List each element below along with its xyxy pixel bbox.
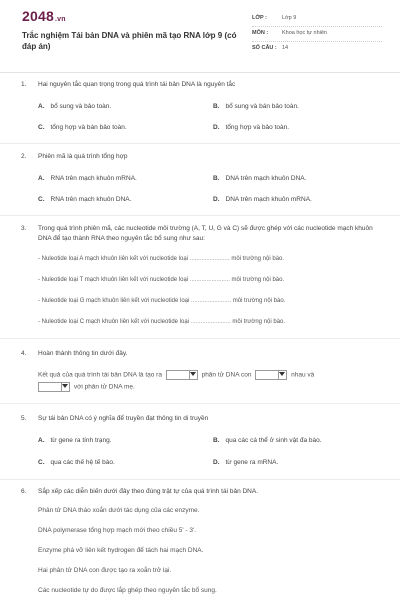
logo-text: 2048 bbox=[22, 8, 54, 24]
option-letter: A. bbox=[38, 103, 45, 110]
meta-value: Khoa học tự nhiên bbox=[282, 30, 327, 36]
option-text: bổ sung và bảo toàn. bbox=[50, 103, 112, 110]
question-number: 6. bbox=[21, 488, 27, 495]
option-text: tổng hợp và bán bảo toàn. bbox=[50, 124, 127, 131]
question-stem: Hai nguyên tắc quan trọng trong quá trình tái bản DNA là nguyên tắc bbox=[38, 81, 236, 88]
option-d[interactable] bbox=[213, 196, 312, 203]
dropdown-select[interactable] bbox=[166, 370, 198, 380]
fill-sentence bbox=[38, 382, 135, 392]
logo-suffix: .vn bbox=[54, 16, 66, 23]
divider bbox=[0, 215, 400, 216]
line-end: môi trường nội bào. bbox=[232, 298, 286, 304]
question-number: 1. bbox=[21, 81, 27, 88]
blank-dots[interactable]: ........................ bbox=[190, 319, 231, 325]
fill-text: phân tử DNA con bbox=[201, 371, 252, 379]
option-text: từ gene ra tính trạng. bbox=[50, 437, 112, 444]
sortable-item[interactable]: DNA polymerase tổng hợp mạch mới theo chiều 5' - 3'. bbox=[38, 527, 197, 534]
fill-text: với phân tử DNA mẹ. bbox=[73, 383, 135, 391]
meta-info bbox=[252, 12, 382, 56]
chevron-down-icon bbox=[279, 372, 285, 376]
option-a[interactable] bbox=[38, 175, 137, 182]
option-letter: B. bbox=[213, 175, 220, 182]
meta-value: Lớp 9 bbox=[282, 15, 297, 21]
fill-text: Kết quả của quá trình tái bản DNA là tạo ra bbox=[38, 371, 162, 379]
meta-key: MÔN : bbox=[252, 30, 269, 36]
option-d[interactable] bbox=[213, 459, 278, 466]
blank-dots[interactable]: ........................ bbox=[189, 277, 230, 283]
fill-line bbox=[38, 298, 285, 304]
dropdown-select[interactable] bbox=[38, 382, 70, 392]
option-c[interactable] bbox=[38, 124, 127, 131]
fill-text: nhau và bbox=[291, 371, 315, 379]
site-logo[interactable] bbox=[22, 8, 66, 24]
header bbox=[0, 0, 400, 73]
option-letter: C. bbox=[38, 124, 45, 131]
line-text: - Nuleotide loại A mạch khuôn liên kết với nucleotide loại bbox=[38, 256, 189, 262]
option-text: bổ sung và bán bảo toàn. bbox=[225, 103, 299, 110]
fill-line bbox=[38, 319, 285, 325]
meta-key: SỐ CÂU : bbox=[252, 45, 277, 51]
option-text: DNA trên mạch khuôn DNA. bbox=[225, 175, 307, 182]
chevron-down-icon bbox=[62, 384, 68, 388]
option-text: tổng hợp và bảo toàn. bbox=[225, 124, 290, 131]
question-number: 3. bbox=[21, 225, 27, 232]
divider bbox=[0, 479, 400, 480]
chevron-down-icon bbox=[190, 372, 196, 376]
line-text: - Nuleotide loại T mạch khuôn liên kết với nucleotide loại bbox=[38, 277, 189, 283]
option-d[interactable] bbox=[213, 124, 289, 131]
question-stem: Trong quá trình phiên mã, các nucleotide môi trường (A, T, U, G và C) sẽ được ghép với các nucleotide mạch khuôn DNA để tạo thành RNA theo nguyên tắc bổ sung như sau: bbox=[38, 225, 373, 242]
sortable-item[interactable]: Phân tử DNA tháo xoắn dưới tác dụng của các enzyme. bbox=[38, 507, 200, 514]
option-text: RNA trên mạch khuôn mRNA. bbox=[50, 175, 137, 182]
option-letter: A. bbox=[38, 437, 45, 444]
question-stem: Hoàn thành thông tin dưới đây. bbox=[38, 350, 128, 357]
option-a[interactable] bbox=[38, 437, 112, 444]
option-letter: B. bbox=[213, 437, 220, 444]
question-number: 2. bbox=[21, 153, 27, 160]
line-text: - Nuleotide loại G mạch khuôn liên kết với nucleotide loại bbox=[38, 298, 190, 304]
option-text: từ gene ra mRNA. bbox=[225, 459, 279, 466]
question-stem: Sắp xếp các diễn biến dưới đây theo đúng trật tự của quá trình tái bản DNA. bbox=[38, 488, 259, 495]
question-stem: Sự tái bản DNA có ý nghĩa để truyền đạt thông tin di truyền bbox=[38, 415, 209, 422]
sortable-item[interactable]: Các nucleotide tự do được lắp ghép theo nguyên tắc bổ sung. bbox=[38, 587, 217, 594]
line-end: môi trường nội bào. bbox=[231, 256, 285, 262]
option-text: DNA trên mạch khuôn mRNA. bbox=[225, 196, 312, 203]
dropdown-select[interactable] bbox=[255, 370, 287, 380]
fill-line bbox=[38, 256, 284, 262]
fill-line bbox=[38, 277, 284, 283]
question-number: 5. bbox=[21, 415, 27, 422]
option-letter: C. bbox=[38, 196, 45, 203]
blank-dots[interactable]: ........................ bbox=[189, 256, 230, 262]
line-end: môi trường nội bào. bbox=[231, 277, 285, 283]
meta-key: LỚP : bbox=[252, 15, 267, 21]
sortable-item[interactable]: Enzyme phá vỡ liên kết hydrogen để tách hai mạch DNA. bbox=[38, 547, 204, 554]
fill-sentence bbox=[38, 370, 314, 380]
option-letter: D. bbox=[213, 124, 220, 131]
option-b[interactable] bbox=[213, 103, 299, 110]
line-end: môi trường nội bào. bbox=[232, 319, 286, 325]
meta-row-subject bbox=[252, 27, 382, 42]
option-letter: B. bbox=[213, 103, 220, 110]
page-title: Trắc nghiệm Tái bản DNA và phiên mã tạo RNA lớp 9 (có đáp án) bbox=[22, 31, 237, 51]
meta-row-grade bbox=[252, 12, 382, 27]
option-c[interactable] bbox=[38, 196, 131, 203]
divider bbox=[0, 403, 400, 404]
option-text: RNA trên mạch khuôn DNA. bbox=[50, 196, 132, 203]
option-a[interactable] bbox=[38, 103, 111, 110]
question-stem: Phiên mã là quá trình tổng hợp bbox=[38, 153, 128, 160]
option-text: qua các thế hệ tế bào. bbox=[50, 459, 115, 466]
option-letter: C. bbox=[38, 459, 45, 466]
option-b[interactable] bbox=[213, 437, 322, 444]
meta-value: 14 bbox=[282, 45, 289, 51]
option-letter: D. bbox=[213, 196, 220, 203]
option-text: qua các cá thể ở sinh vật đa bào. bbox=[225, 437, 322, 444]
option-letter: D. bbox=[213, 459, 220, 466]
divider bbox=[0, 143, 400, 144]
option-c[interactable] bbox=[38, 459, 115, 466]
line-text: - Nuleotide loại C mạch khuôn liên kết với nucleotide loại bbox=[38, 319, 190, 325]
option-letter: A. bbox=[38, 175, 45, 182]
option-b[interactable] bbox=[213, 175, 306, 182]
question-number: 4. bbox=[21, 350, 27, 357]
meta-row-count bbox=[252, 42, 382, 56]
divider bbox=[0, 338, 400, 339]
sortable-item[interactable]: Hai phân tử DNA con được tạo ra xoắn trở lại. bbox=[38, 567, 172, 574]
blank-dots[interactable]: ........................ bbox=[191, 298, 232, 304]
